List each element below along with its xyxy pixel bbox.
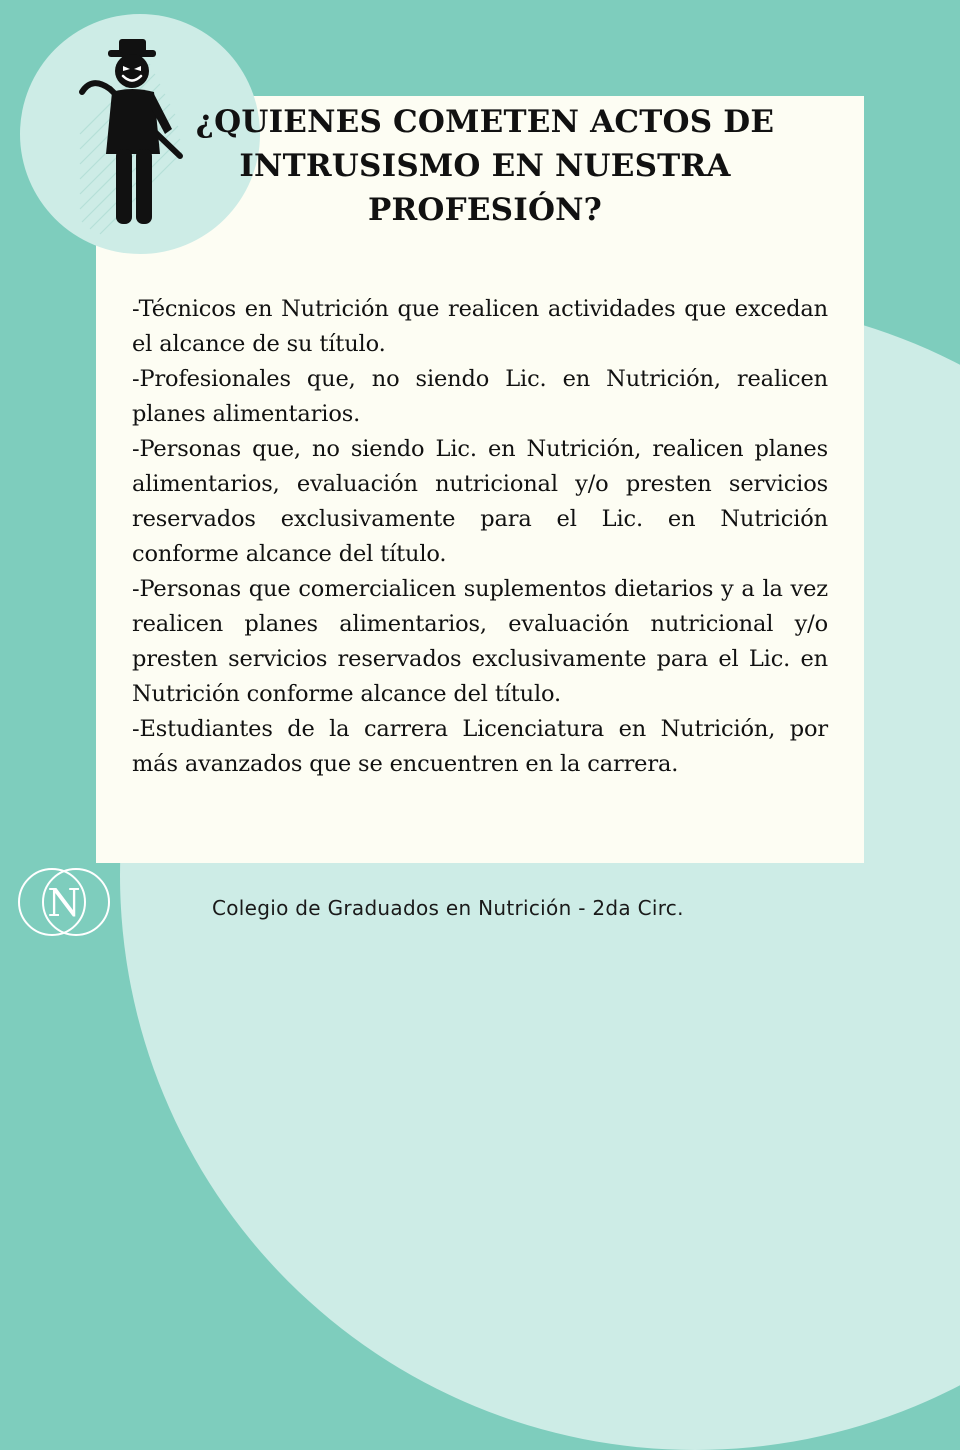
list-item: -Personas que comercialicen suplementos dietarios y a la vez realicen planes alimentarios, evaluación nutricional y/o presten servicios reservados exclusivamente para el Lic. en Nutrición conforme alcance del título. <box>132 576 828 707</box>
list-item: -Técnicos en Nutrición que realicen actividades que excedan el alcance de su título. <box>132 296 828 357</box>
page-title: ¿QUIENES COMETEN ACTOS DE INTRUSISMO EN NUESTRA PROFESIÓN? <box>195 104 775 228</box>
organization-logo <box>12 856 118 948</box>
logo-monogram: N <box>47 881 81 925</box>
intruder-list <box>132 292 828 782</box>
footer-text: Colegio de Graduados en Nutrición - 2da Circ. <box>212 896 684 920</box>
list-item: -Personas que, no siendo Lic. en Nutrición, realicen planes alimentarios, evaluación nutricional y/o presten servicios reservados exclusivamente para el Lic. en Nutrición conforme alcance del título. <box>132 436 828 567</box>
list-item: -Estudiantes de la carrera Licenciatura en Nutrición, por más avanzados que se encuentren en la carrera. <box>132 716 828 777</box>
list-item: -Profesionales que, no siendo Lic. en Nutrición, realicen planes alimentarios. <box>132 366 828 427</box>
